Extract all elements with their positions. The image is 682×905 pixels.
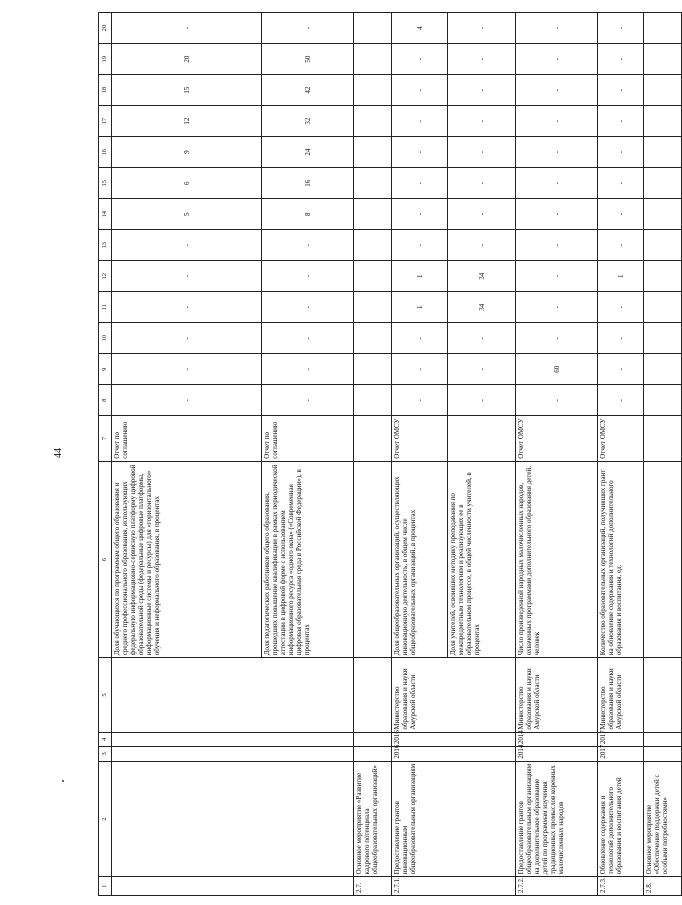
cell-c5 (644, 658, 682, 732)
column-number-cell: 2 (99, 761, 112, 877)
value-cell: - (112, 261, 262, 292)
scan-mark (62, 780, 64, 782)
value-cell: 34 (448, 292, 516, 323)
table-row (644, 13, 682, 896)
column-number-cell: 20 (99, 13, 112, 44)
value-cell: 1 (392, 261, 448, 292)
table-row (598, 13, 644, 896)
cell-c3: 2017 (598, 747, 644, 761)
value-cell: - (516, 199, 598, 230)
value-cell: 6 (112, 168, 262, 199)
column-number-cell: 10 (99, 323, 112, 354)
value-cell: - (448, 75, 516, 106)
cell-c3 (354, 747, 392, 761)
value-cell: - (262, 385, 354, 416)
cell-c2: Основное мероприятие «Обеспечение поддержки детей с особыми потребностями» (644, 761, 682, 877)
value-cell (644, 168, 682, 199)
cell-c5: Министерство образования и науки Амурской области (392, 658, 516, 732)
value-cell: - (516, 44, 598, 75)
value-cell (354, 323, 392, 354)
column-number-cell: 9 (99, 354, 112, 385)
value-cell (354, 44, 392, 75)
column-number-cell: 17 (99, 106, 112, 137)
value-cell: - (598, 137, 644, 168)
value-cell: - (598, 292, 644, 323)
value-cell: - (262, 323, 354, 354)
cell-c1: 2.8. (644, 877, 682, 896)
value-cell: 32 (262, 106, 354, 137)
cell-c3: 2014 (516, 747, 598, 761)
page-number: 44 (53, 448, 64, 458)
indicator-name-cell: Доля обучающихся по программам общего образования и среднего профессионального образования, использующих федеральную информационно-сервисную платформу цифровой образовательной среды (федеральные цифровые платформы, информационные системы и ресурсы) для «горизонтального» обучения и неформального образования, в процентах (112, 461, 262, 657)
value-cell: - (262, 230, 354, 261)
value-cell: - (598, 323, 644, 354)
value-cell (644, 44, 682, 75)
cell-c1: 2.7.3. (598, 877, 644, 896)
value-cell: - (448, 106, 516, 137)
value-cell: - (392, 44, 448, 75)
value-cell: - (598, 13, 644, 44)
value-cell: - (262, 261, 354, 292)
value-cell (644, 13, 682, 44)
value-cell (644, 261, 682, 292)
value-cell: 8 (262, 199, 354, 230)
cell-c1 (112, 877, 354, 896)
value-cell: 15 (112, 75, 262, 106)
value-cell: - (392, 168, 448, 199)
column-number-cell: 11 (99, 292, 112, 323)
column-number-row (99, 13, 112, 896)
cell-c4: 2014 (516, 732, 598, 746)
value-cell (354, 168, 392, 199)
value-cell: 9 (112, 137, 262, 168)
column-number-cell: 15 (99, 168, 112, 199)
cell-c3 (112, 747, 354, 761)
value-cell (354, 137, 392, 168)
indicator-name-cell: Доля учителей, освоивших методику преподавания по межпредметным технологиям и реализующих ее в образовательном процессе, в общей численности учителей, в процентах (448, 461, 516, 657)
value-cell (644, 354, 682, 385)
cell-c2: Предоставление грантов инновационным общеобразовательным организациям (392, 761, 516, 877)
value-cell: 4 (392, 13, 448, 44)
indicator-name-cell: Доля общеобразовательных организаций, осуществляющих инновационную деятельность, в общем числе общеобразовательных организаций, в процентах (392, 461, 448, 657)
cell-c4 (644, 732, 682, 746)
table-row (392, 13, 448, 896)
column-number-cell: 13 (99, 230, 112, 261)
value-cell: - (598, 230, 644, 261)
cell-c5 (354, 658, 392, 732)
value-cell: 34 (448, 261, 516, 292)
indicator-name-cell (354, 461, 392, 657)
value-cell (354, 75, 392, 106)
value-cell: - (112, 385, 262, 416)
indicator-name-cell: Доля педагогических работников общего образования, прошедших повышение квалификации в рамках периодической аттестации в цифровой форме с использованием информационного ресурса «одного окна» («Современная цифровая образовательная среда в Российской Федерации»), в процентах (262, 461, 354, 657)
indicator-name-cell (644, 461, 682, 657)
column-number-cell: 6 (99, 461, 112, 657)
table-frame (98, 12, 669, 896)
column-number-cell: 4 (99, 732, 112, 746)
value-cell: - (516, 168, 598, 199)
column-number-cell: 18 (99, 75, 112, 106)
table-row (354, 13, 392, 896)
value-cell: 12 (112, 106, 262, 137)
column-number-cell: 19 (99, 44, 112, 75)
value-cell: 50 (262, 44, 354, 75)
report-source-cell: Отчет ОМСУ (516, 416, 598, 461)
value-cell (354, 354, 392, 385)
value-cell: - (516, 75, 598, 106)
value-cell: 60 (516, 354, 598, 385)
indicator-table (98, 12, 682, 896)
value-cell (644, 106, 682, 137)
value-cell: - (262, 292, 354, 323)
cell-c4 (112, 732, 354, 746)
report-source-cell: Отчет ОМСУ (392, 416, 448, 461)
cell-c4: 2017 (598, 732, 644, 746)
value-cell: - (598, 354, 644, 385)
value-cell (644, 385, 682, 416)
report-source-cell (448, 416, 516, 461)
value-cell: - (448, 137, 516, 168)
cell-c1: 2.7. (354, 877, 392, 896)
value-cell: - (262, 354, 354, 385)
cell-c2 (112, 761, 354, 877)
value-cell: - (448, 354, 516, 385)
value-cell: - (392, 354, 448, 385)
value-cell: - (448, 385, 516, 416)
value-cell: - (516, 292, 598, 323)
value-cell: - (598, 168, 644, 199)
value-cell: - (448, 199, 516, 230)
report-source-cell (354, 416, 392, 461)
value-cell: 5 (112, 199, 262, 230)
value-cell: - (262, 13, 354, 44)
value-cell: - (112, 354, 262, 385)
value-cell: - (516, 230, 598, 261)
value-cell (644, 230, 682, 261)
value-cell: - (392, 323, 448, 354)
column-number-cell: 14 (99, 199, 112, 230)
cell-c3: 2016 (392, 747, 516, 761)
value-cell: - (598, 199, 644, 230)
value-cell: - (392, 230, 448, 261)
value-cell: - (392, 385, 448, 416)
cell-c1: 2.7.1. (392, 877, 516, 896)
column-number-cell: 8 (99, 385, 112, 416)
value-cell: - (448, 168, 516, 199)
value-cell (354, 385, 392, 416)
cell-c2: Предоставление грантов общеобразовательным организациям на дополнительное образование детей по программам изучения традиционных промыслов коренных малочисленных народов (516, 761, 598, 877)
value-cell: - (516, 137, 598, 168)
value-cell: 20 (112, 44, 262, 75)
column-number-cell: 16 (99, 137, 112, 168)
value-cell: - (392, 106, 448, 137)
cell-c1: 2.7.2. (516, 877, 598, 896)
cell-c2: Основное мероприятие «Развитие кадрового потенциала общеобразовательных организаций» (354, 761, 392, 877)
column-number-cell: 7 (99, 416, 112, 461)
value-cell: - (392, 75, 448, 106)
value-cell: - (448, 44, 516, 75)
column-number-cell: 12 (99, 261, 112, 292)
value-cell (354, 13, 392, 44)
column-number-cell: 5 (99, 658, 112, 732)
table-row (112, 13, 262, 896)
indicator-name-cell: Количество образовательных организаций, получивших грант на обновление содержания и технологий дополнительного образования и воспитания, ед. (598, 461, 644, 657)
value-cell: 16 (262, 168, 354, 199)
value-cell: - (516, 323, 598, 354)
value-cell: - (392, 199, 448, 230)
value-cell: - (392, 137, 448, 168)
report-source-cell (644, 416, 682, 461)
value-cell: - (112, 323, 262, 354)
value-cell: - (516, 13, 598, 44)
value-cell: 1 (598, 261, 644, 292)
column-number-cell: 1 (99, 877, 112, 896)
value-cell (644, 137, 682, 168)
value-cell: - (112, 230, 262, 261)
value-cell (644, 75, 682, 106)
value-cell (354, 292, 392, 323)
value-cell: - (516, 385, 598, 416)
value-cell: - (448, 323, 516, 354)
value-cell: - (112, 13, 262, 44)
value-cell: - (598, 44, 644, 75)
value-cell: - (448, 13, 516, 44)
value-cell: - (598, 75, 644, 106)
cell-c4 (354, 732, 392, 746)
value-cell (354, 261, 392, 292)
value-cell: 24 (262, 137, 354, 168)
cell-c3 (644, 747, 682, 761)
value-cell (354, 199, 392, 230)
report-source-cell: Отчет ОМСУ (598, 416, 644, 461)
value-cell: 1 (392, 292, 448, 323)
cell-c5: Министерство образования и науки Амурской области (516, 658, 598, 732)
value-cell: - (516, 106, 598, 137)
indicator-name-cell: Число произведенной народных малочисленных народов, охваченных программами дополнительного образования детей, человек (516, 461, 598, 657)
cell-c5 (112, 658, 354, 732)
value-cell (354, 230, 392, 261)
cell-c2: Обновление содержания и технологий дополнительного образования и воспитания детей (598, 761, 644, 877)
cell-c5: Министерство образования и науки Амурской области (598, 658, 644, 732)
report-source-cell: Отчет по соглашению (262, 416, 354, 461)
table-row (516, 13, 598, 896)
value-cell (644, 323, 682, 354)
rotated-table (98, 12, 669, 896)
value-cell (644, 292, 682, 323)
value-cell (644, 199, 682, 230)
value-cell: - (448, 230, 516, 261)
cell-c4: 2016 (392, 732, 516, 746)
report-source-cell: Отчет по соглашению (112, 416, 262, 461)
value-cell: - (516, 261, 598, 292)
column-number-cell: 3 (99, 747, 112, 761)
value-cell: - (598, 106, 644, 137)
value-cell: - (598, 385, 644, 416)
value-cell: - (112, 292, 262, 323)
value-cell (354, 106, 392, 137)
value-cell: 42 (262, 75, 354, 106)
